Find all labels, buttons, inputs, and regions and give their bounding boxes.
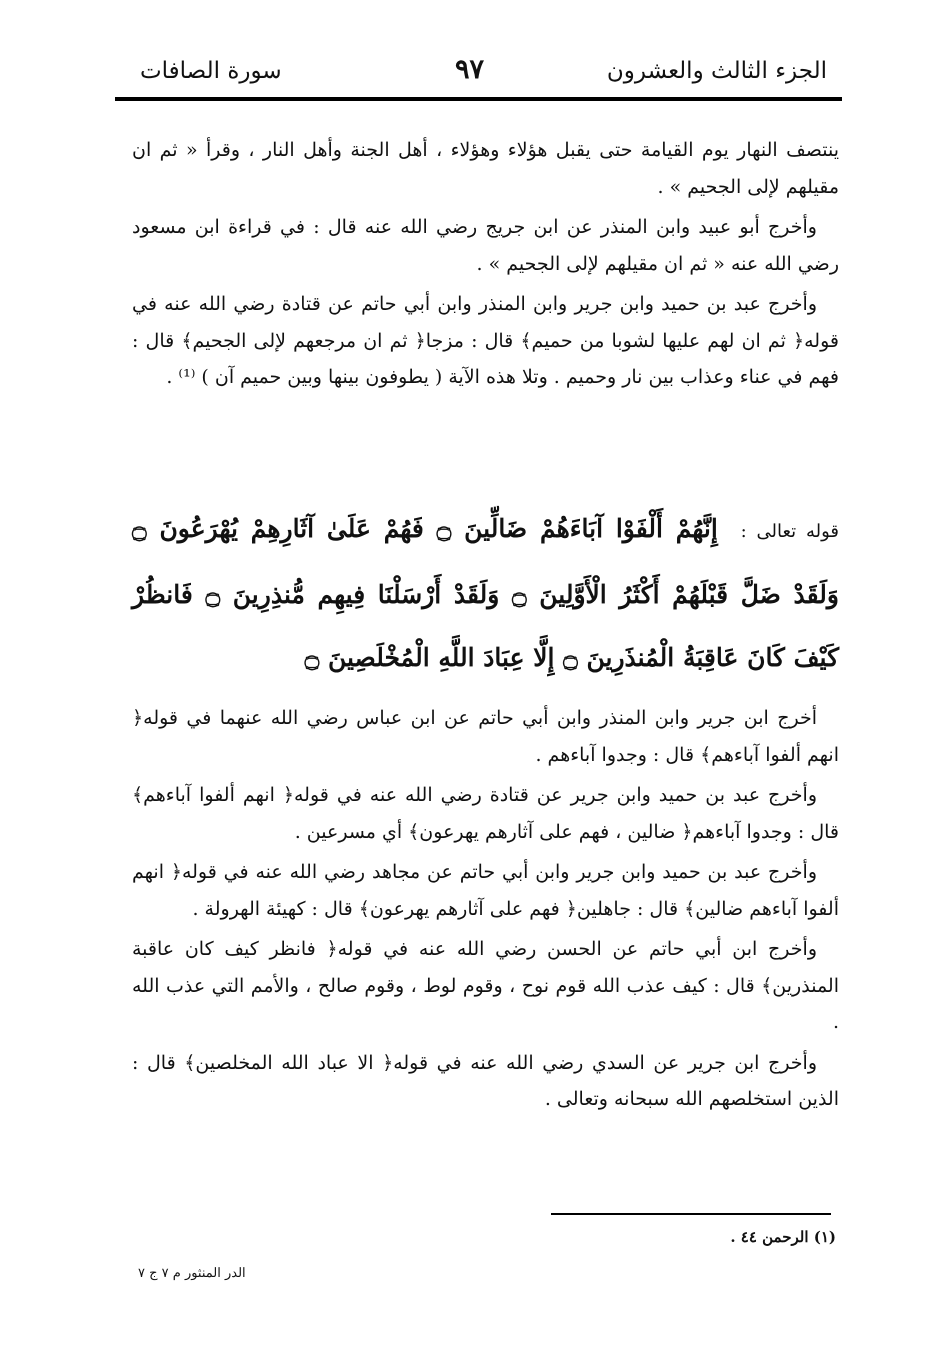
paragraph: أخرج ابن جرير وابن المنذر وابن أبي حاتم عن ابن عباس رضي الله عنهما في قوله﴿ انهم ألفوا آباءهم﴾ قال : وجدوا آباءهم .	[132, 707, 839, 766]
paragraph: وأخرج عبد بن حميد وابن جرير وابن أبي حاتم عن مجاهد رضي الله عنه في قوله﴿ انهم ألفوا آباءهم ضالين﴾ قال : جاهلين﴿ فهم على آثارهم يهرعون﴾ قال : كهيئة الهرولة .	[132, 861, 839, 920]
section-2	[132, 700, 839, 1122]
quran-verse-block	[132, 497, 839, 689]
footnote-rule	[551, 1213, 831, 1215]
page-number: ٩٧	[454, 54, 484, 85]
paragraph: وأخرج ابن جرير عن السدي رضي الله عنه في قوله﴿ الا عباد الله المخلصين﴾ قال : الذين استخلصهم الله سبحانه وتعالى .	[132, 1051, 839, 1110]
section-1	[132, 132, 839, 400]
header-surah: سورة الصافات	[140, 58, 282, 84]
header-rule	[115, 97, 842, 101]
paragraph: وأخرج أبو عبيد وابن المنذر عن ابن جريج رضي الله عنه قال : في قراءة ابن مسعود رضي الله عنه « ثم ان مقيلهم لإلى الجحيم » .	[132, 216, 839, 275]
footnote: (١) الرحمن ٤٤ .	[730, 1228, 836, 1246]
paragraph: وأخرج عبد بن حميد وابن جرير عن قتادة رضي الله عنه في قوله﴿ انهم ألفوا آباءهم﴾ قال : وجدوا آباءهم﴿ ضالين ، فهم على آثارهم يهرعون﴾ أي مسرعين .	[132, 784, 839, 843]
paragraph: وأخرج عبد بن حميد وابن جرير وابن المنذر وابن أبي حاتم عن قتادة رضي الله عنه في قوله﴿ ثم ان لهم عليها لشوبا من حميم﴾ قال : مزجا﴿ ثم ان مرجعهم لإلى الجحيم﴾ قال : فهم في عناء وعذاب بين نار وحميم . وتلا هذه الآية ( يطوفون بينها وبين حميم آن ) ⁽¹⁾ .	[132, 293, 839, 388]
paragraph: ينتصف النهار يوم القيامة حتى يقبل هؤلاء وهؤلاء ، أهل الجنة وأهل النار ، وقرأ « ثم ان مقيلهم لإلى الجحيم » .	[132, 139, 839, 198]
paragraph: وأخرج ابن أبي حاتم عن الحسن رضي الله عنه في قوله﴿ فانظر كيف كان عاقبة المنذرين﴾ قال : كيف عذب الله قوم نوح ، وقوم لوط ، وقوم صالح ، والأمم التي عذب الله .	[132, 938, 839, 1033]
header-part: الجزء الثالث والعشرون	[606, 58, 827, 84]
printer-signature: الدر المنثور م ٧ ج ٧	[138, 1266, 246, 1281]
verse-text: إِنَّهُمْ أَلْفَوْا آبَاءَهُمْ ضَالِّينَ ۝ فَهُمْ عَلَىٰ آثَارِهِمْ يُهْرَعُونَ ۝ وَلَقَدْ ضَلَّ قَبْلَهُمْ أَكْثَرُ الْأَوَّلِينَ ۝ وَلَقَدْ أَرْسَلْنَا فِيهِم مُّنذِرِينَ ۝ فَانظُرْ كَيْفَ كَانَ عَاقِبَةُ الْمُنذَرِينَ ۝ إِلَّا عِبَادَ اللَّهِ الْمُخْلَصِينَ ۝	[132, 514, 840, 672]
verse-intro: قوله تعالى :	[740, 521, 839, 542]
